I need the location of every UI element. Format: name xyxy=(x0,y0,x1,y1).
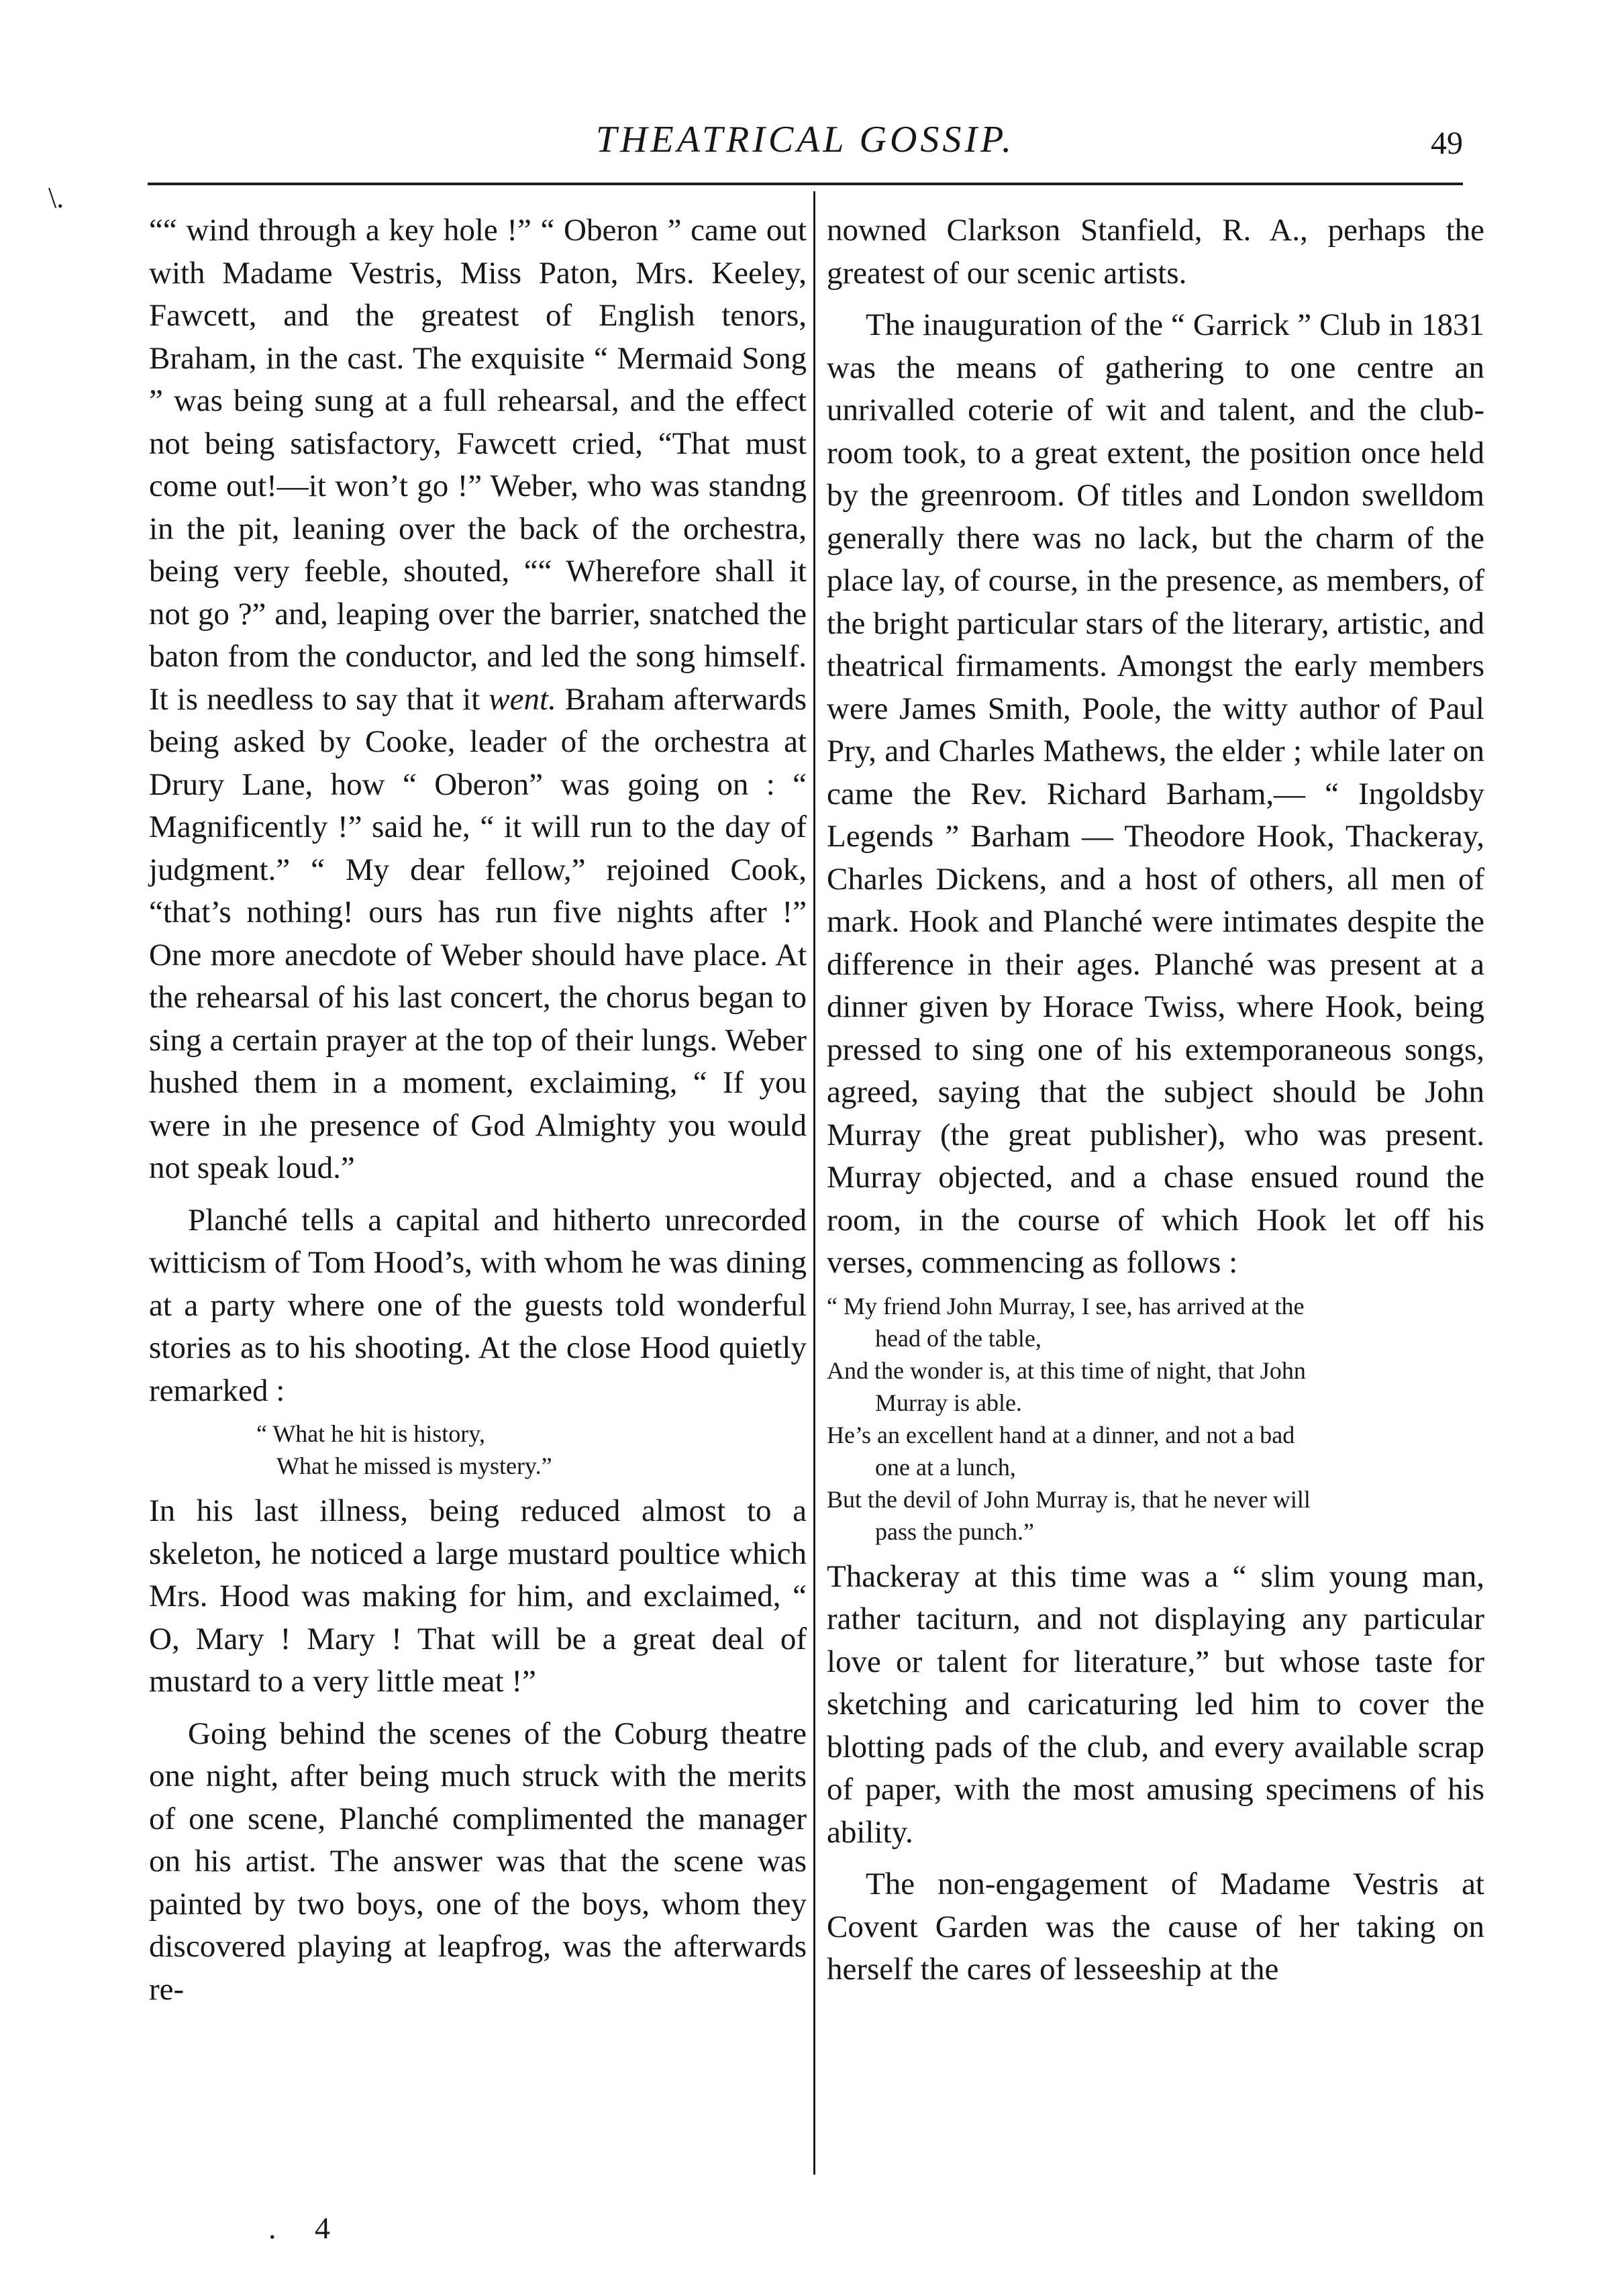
verse-line: Murray is able. xyxy=(875,1389,1022,1416)
verse-line: one at a lunch, xyxy=(875,1453,1016,1481)
verse-line: pass the punch.” xyxy=(875,1518,1034,1545)
verse-line: What he missed is mystery.” xyxy=(276,1452,552,1479)
verse-line: “ What he hit is history, xyxy=(256,1420,485,1447)
paragraph: Planché tells a capital and hitherto unrecorded witticism of Tom Hood’s, with whom he was dining at a party where one of the guests told wonderful stories as to his shooting. At the close Hood quietly remarked : xyxy=(149,1202,807,1408)
paragraph xyxy=(149,209,807,1190)
verse-murray xyxy=(827,1290,1484,1548)
emphasis-went: went. xyxy=(489,681,556,717)
left-column xyxy=(149,209,807,2011)
paragraph: The non-engagement of Madame Vestris at Covent Garden was the cause of her taking on herself the cares of lesseeship at the xyxy=(827,1867,1484,1987)
verse-line: “ My friend John Murray, I see, has arrived at the xyxy=(827,1292,1305,1320)
signature-number: 4 xyxy=(315,2211,330,2245)
paragraph-text: Braham afterwards being asked by Cooke, leader of the orchestra at Drury Lane, how “ Oberon” was going on : “ Magnificently !” said he, “ it will run to the day of judgment.” “ My dear fellow,” rejoined Cook, “that’s nothing! ours has run five nights after !” One more anecdote of Weber should have place. At the rehearsal of his last concert, the chorus began to sing a certain prayer at the top of their lungs. Weber hushed them in a moment, exclaiming, “ If you were in ıhe presence of God Almighty you would not speak loud.” xyxy=(149,681,807,1185)
signature-dot: . xyxy=(268,2211,276,2245)
corner-mark: \. xyxy=(48,181,64,214)
running-title: THEATRICAL GOSSIP. xyxy=(595,119,1015,160)
paragraph: Going behind the scenes of the Coburg theatre one night, after being much struck with the merits of one scene, Planché complimented the manager on his artist. The answer was that the scene was painted by two boys, one of the boys, whom they discovered playing at leapfrog, was the afterwards re- xyxy=(149,1716,807,2007)
verse-line: He’s an excellent hand at a dinner, and not a bad xyxy=(827,1421,1295,1448)
header-rule xyxy=(148,183,1463,185)
paragraph: Thackeray at this time was a “ slim young man, rather taciturn, and not displaying any particular love or talent for literature,” but whose taste for sketching and caricaturing led him to cover the blotting pads of the club, and every available scrap of paper, with the most amusing specimens of his ability. xyxy=(827,1558,1484,1850)
verse-hood xyxy=(149,1418,807,1482)
paragraph-text: ““ wind through a key hole !” “ Oberon ” came out with Madame Vestris, Miss Paton, Mrs. Keeley, Fawcett, and the greatest of English tenors, Braham, in the cast. The exquisite “ Mermaid Song ” was being sung at a full rehearsal, and the effect not being satisfactory, Fawcett cried, “That must come out!—it won’t go !” Weber, who was standng in the pit, leaning over the back of the orchestra, being very feeble, shouted, ““ Wherefore shall it not go ?” and, leaping over the barrier, snatched the baton from the conductor, and led the song himself. It is needless to say that it xyxy=(149,213,807,717)
paragraph: In his last illness, being reduced almost to a skeleton, he noticed a large mustard poultice which Mrs. Hood was making for him, and exclaimed, “ O, Mary ! Mary ! That will be a great deal of mustard to a very little meat !” xyxy=(149,1493,807,1699)
paragraph: nowned Clarkson Stanfield, R. A., perhaps the greatest of our scenic artists. xyxy=(827,213,1484,291)
column-rule xyxy=(813,191,815,2175)
verse-line: And the wonder is, at this time of night, that John xyxy=(827,1356,1306,1384)
paragraph: The inauguration of the “ Garrick ” Club in 1831 was the means of gathering to one centre an unrivalled coterie of wit and talent, and the club-room took, to a great extent, the position once held by the greenroom. Of titles and London swelldom generally there was no lack, but the charm of the place lay, of course, in the presence, as members, of the bright particular stars of the literary, artistic, and theatrical firmaments. Amongst the early members were James Smith, Poole, the witty author of Paul Pry, and Charles Mathews, the elder ; while later on came the Rev. Richard Barham,— “ Ingoldsby Legends ” Barham — Theodore Hook, Thackeray, Charles Dickens, and a host of others, all men of mark. Hook and Planché were intimates despite the difference in their ages. Planché was present at a dinner given by Horace Twiss, where Hook, being pressed to sing one of his extemporaneous songs, agreed, saying that the subject should be John Murray (the great publisher), who was present. Murray objected, and a chase ensued round the room, in the course of which Hook let off his verses, commencing as follows : xyxy=(827,307,1484,1280)
verse-line: But the devil of John Murray is, that he never will xyxy=(827,1485,1311,1513)
page-number: 49 xyxy=(1431,126,1463,161)
signature-mark xyxy=(268,2208,330,2248)
running-head xyxy=(134,113,1476,173)
right-column xyxy=(827,209,1484,1991)
verse-line: head of the table, xyxy=(875,1324,1042,1352)
